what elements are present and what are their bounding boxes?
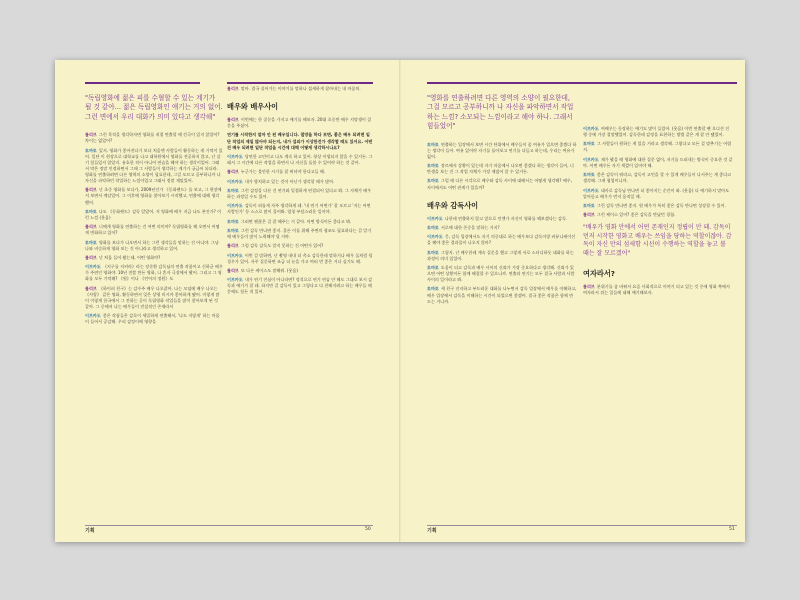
- speech-text: 너에게 영화를 연출하는 건 어떤 의미야? 독립영화를 해 오면서 어떻게 변화하고 있어?: [85, 224, 220, 236]
- speaker-name: 를리브: [227, 86, 239, 91]
- interview-paragraph: [85, 148, 223, 185]
- speech-text: 그런 목적을 생각하자면 영화를 직접 연출할 때 간극이 있지 않았어? 차이는 없었어?: [85, 132, 220, 144]
- interview-paragraph: [427, 234, 577, 246]
- interview-paragraph: [227, 219, 373, 225]
- page-number: 50: [365, 527, 371, 532]
- speech-text: 대사로 감독님 만나면 더 좋아지는 순간이 와. (웃음) 다 얘기하지 말아도 알아듣고 배우가 먼저 움직일 때.: [583, 187, 730, 199]
- interview-paragraph: [227, 117, 373, 129]
- speech-text: 좋은 감독이 뭐라고, 감독이 고민을 할 수 있게 배우들이 나서주는 게 좋다고 생각해. 그게 협업이니까.: [583, 172, 732, 184]
- interview-paragraph: [227, 203, 373, 215]
- interview-paragraph: [227, 243, 373, 249]
- interview-paragraph: [583, 203, 733, 209]
- interview-paragraph: [427, 163, 577, 175]
- speaker-name: 를리브: [583, 212, 595, 218]
- speech-text: 또 다른 케이스도 말해줘. (웃음): [240, 267, 299, 273]
- interview-paragraph: [85, 264, 223, 282]
- speech-text: 서로에 대한 존중을 말하는 거지?: [440, 224, 500, 230]
- speech-text: 난 초중 영화를 보다가, 2009년인가 《동화랜드》를 보고, 그 현장에서 보면서 깨달았어. 그 이후에 영화를 찾아보기 시작했고, 연출에 대해 생각했어.: [85, 187, 222, 205]
- speaker-name: 토마토: [583, 141, 595, 147]
- right-column-2: [583, 126, 733, 518]
- interview-body: [427, 216, 577, 305]
- pull-quote: "독립영화에 젊은 피를 수혈할 수 있는 계기가 될 것 같아... 젊은 독립영화인 얘기는 거의 없어. 그런 면에서 우리 대화가 의미 있다고 생각해": [85, 94, 223, 121]
- interview-paragraph: [427, 142, 577, 160]
- speaker-name: 를리브: [227, 267, 239, 273]
- reader-question: 연기를 시작한지 얼마 안 된 배우입니다. 절망을 하다 보면, 좋은 배우 되려면 일단 작업의 제일 많아야 되는지, 내가 섭외가 이상한건가 생각할 때도 있어요. 어떤 건 배우 되려면 일단 작업을 시간에 대해 어떻게 생각하시나요?: [227, 132, 373, 150]
- speech-text: 《하이퍼 친구》는 감수주 배우 나오잖아. 나는 모임에 배우 나오는 《사랑》 같은 영화, 활동하면서 잊은 상영 미시까 좋아하게 됐어. 이렇게 많이 이렇게 한국에서 그 전하는 곳이 독립영화 작업들을 많이 찾아보게 된 것 같아. 그 중에서 나는 배우들이 전설적인 존재라서: [85, 285, 220, 309]
- speaker-name: 를리브: [227, 169, 239, 175]
- speaker-name: 이브카도: [227, 178, 243, 184]
- section-label: 기획: [85, 528, 95, 534]
- section-heading: 배우와 배우사이: [227, 102, 279, 112]
- speech-text: 도움이 되고 감독과 배우 사이의 신뢰가 가장 중요하다고 생각해. 신뢰가 있으면 어떤 상황이든 함께 해결할 수 있으니까. 연출과 연기는 모두 결국 사람과 사람 사이의 일이라고 봐.: [427, 264, 575, 283]
- speech-text: 이번에는 한 질문을 가지고 얘기를 해보자. 20대 초중반 배우 지망생이 질문을 주셨어.: [227, 117, 372, 129]
- interview-paragraph: [583, 141, 733, 153]
- section-heading: 여자라서?: [583, 268, 615, 278]
- speaker-name: 이브카도: [227, 252, 243, 258]
- speaker-name: 이브카도: [227, 153, 243, 159]
- interview-paragraph: [583, 284, 733, 296]
- interview-paragraph: [583, 157, 733, 169]
- speaker-name: 이브카도: [427, 215, 443, 221]
- speaker-name: 를리브: [85, 224, 97, 230]
- pull-quote: "영화를 연출하려면 다른 영역의 소양이 필요한데, 그걸 모르고 공부하니까 나 자신을 파악하면서 작업하는 느낌? 소모되는 느낌이라고 해야 하나. 그래서 힘들었어": [427, 94, 574, 131]
- speech-text: 그런 감독 만나면 좋지. 물론 이를 위해 주변의 협조도 필요하다는 걸 알기에 배우들이 많이 노력해야 될 거야.: [227, 227, 372, 239]
- right-top-rule: [427, 82, 737, 84]
- magazine-spread: [55, 60, 745, 542]
- interview-paragraph: [85, 132, 223, 144]
- interview-paragraph: [227, 277, 373, 295]
- speaker-name: 토마토: [85, 147, 97, 153]
- speaker-name: 를리브: [227, 243, 239, 249]
- speech-text: 나도 《동화랜드》감독 알았어. 저 영화에 배우 지금 나도 본건가? 이런 느낌 (웃음): [85, 208, 222, 220]
- speaker-name: 이브카도: [227, 203, 243, 209]
- speech-text: 그런 감독 만나면 좋지. 원 배우가 특히 좋은 감독 만나면 성장할 수 있어.: [596, 202, 726, 208]
- speech-text: 세 친구 진지하고 부드러운 대화를 나누면서 감독 입장에서 배우를 이해하고, 배우 입장에서 감독을 이해하는 시간이 되었으면 좋겠어. 결국 좋은 작품은 함께 만드는 거니까.: [427, 286, 577, 304]
- interview-paragraph: [583, 188, 733, 200]
- speaker-name: 토마토: [85, 208, 97, 214]
- interview-paragraph: [583, 212, 733, 218]
- speaker-name: 를리브: [85, 132, 97, 138]
- speaker-name: 를리브: [583, 283, 595, 289]
- interview-paragraph: [227, 228, 373, 240]
- speech-text: 그렇지. 난 배우한테 계속 질문을 했고 그렇게 서로 스터디하듯 대화를 하는 과정이 의미 있었어.: [427, 249, 574, 261]
- speaker-name: 토마토: [227, 227, 239, 233]
- interview-paragraph: [227, 253, 373, 265]
- speech-text: 그 사람들이 원하는 게 있을 거라고 생각해. 그렇다고 모든 걸 맞추기는 어렵지.: [583, 141, 732, 153]
- interview-paragraph: [85, 209, 223, 221]
- speaker-name: 토마토: [227, 187, 239, 193]
- section-heading: 배우와 감독사이: [427, 200, 479, 210]
- footer-rule: [427, 525, 737, 526]
- speaker-name: 이브카도: [583, 156, 599, 162]
- interview-paragraph: [227, 179, 373, 185]
- interview-paragraph: [85, 286, 223, 310]
- speaker-name: 이브카도: [85, 313, 101, 319]
- left-column-2: [227, 86, 373, 516]
- section-label: 기획: [427, 528, 437, 534]
- speech-text: 나한테 연출하지 않고 앞으로 언젠가 자신이 영화를 해보겠다는 감독.: [444, 215, 568, 221]
- speaker-name: 토마토: [427, 141, 439, 147]
- speaker-name: 를리브: [85, 254, 97, 260]
- right-column-1: [427, 86, 577, 516]
- interview-body: [227, 117, 373, 295]
- speech-text: 제가 봤을 때 영화에 대한 질문 없이, 자기를 드러내는 방식이 중요한 것 같아. 어떤 배우든 자기 색깔이 있어야 해.: [583, 156, 733, 168]
- speaker-name: 토마토: [427, 224, 439, 230]
- speech-text: 그런 케이스 있어? 좋은 감독을 만났던 경험.: [596, 212, 676, 218]
- speaker-name: 토마토: [227, 218, 239, 224]
- speaker-name: 이브카도: [85, 264, 101, 270]
- interview-paragraph: [227, 154, 373, 166]
- speech-text: 당연한 고민이고 나도 계속 하고 있어. 항상 이생되지 않을 수 있거든. 그래서 그 시간에 다른 작업을 하면서 나 자신을 돌볼 수 있어야 하는 것 같아.: [227, 153, 373, 166]
- speaker-name: 를리브: [85, 285, 97, 291]
- interview-body: [227, 86, 373, 92]
- speaker-name: 이브카도: [227, 277, 243, 283]
- speech-text: 감독이 외롭게 자주 생각하게 돼. '내 연기 어떤가' 잘 모르고 '지는 어떤 사람인가' 등 스스로 많이 물어봐. 엄청 부담스러운 일이야.: [227, 203, 371, 215]
- speech-text: 그럴 때 다른 시각으로 배우와 감독 사이에 대해서는 어떻게 생각해? 배우, 사이에서도 어떤 관계가 있을까?: [427, 178, 573, 190]
- speech-text: 분위기를 좀 바꿔서 요즘 사회적으로 이야기 되고 있는 것 중에 영화 쪽에서 여자라서 겪는 일들에 대해 얘기해보자.: [583, 283, 730, 295]
- speaker-name: 토마토: [427, 286, 439, 292]
- interview-paragraph: [227, 132, 373, 150]
- interview-paragraph: [85, 255, 223, 261]
- speaker-name: 토마토: [583, 172, 595, 178]
- interview-paragraph: [427, 265, 577, 283]
- interview-paragraph: [227, 169, 373, 175]
- interview-paragraph: [427, 178, 577, 190]
- speech-text: 내가 연기 진심이 아니라면? 정석으로 연기 연습 안 해도 그대로 보시 감독과 얘기가 잘 돼. 하지만 걸 감독이 있고 그렇다고 다 친해지려고 하는 배우들 때문에도 힘든 적 있어.: [227, 277, 373, 295]
- speaker-name: 이브카도: [427, 234, 443, 240]
- interview-paragraph: [227, 188, 373, 200]
- speaker-name: 토마토: [85, 239, 97, 245]
- speech-text: 누군가는 불안한 시기를 잘 버텨야 한다고들 해.: [240, 169, 326, 175]
- speaker-name: 를리브: [85, 187, 97, 193]
- speaker-name: 토마토: [583, 202, 595, 208]
- page-number: 51: [729, 527, 735, 532]
- speaker-name: 를리브: [227, 117, 239, 123]
- footer-rule: [85, 525, 373, 526]
- speech-text: 《지구를 지켜라》라는 장준환 감독님의 연출 작품이고 신하균 배우가 주연인 영화야. 10년 전쯤 만든 영화, 나 혼자 극장에서 봤어. 그리고 그 영화를 모두 기억해? 《원》이나 《언어의 정원》도: [85, 264, 223, 282]
- speech-text: 이번 걸 말하면, 난 촬영 내내 더 촉소 감독한테 말하거나 배우 둘처럼 될 경우가 있어. 자꾸 질문하면 조금 더 눈을 가고 여러 번 좋은 거다 싶기도 해.: [227, 252, 373, 264]
- interview-body: [583, 126, 733, 218]
- interview-paragraph: [85, 224, 223, 236]
- interview-paragraph: [427, 286, 577, 304]
- interview-paragraph: [583, 172, 733, 184]
- interview-paragraph: [227, 86, 373, 92]
- speaker-name: 토마토: [427, 264, 439, 270]
- interview-paragraph: [85, 240, 223, 252]
- left-column-1: [85, 86, 223, 516]
- interview-paragraph: [85, 187, 223, 205]
- spine-gutter: [399, 60, 401, 542]
- speech-text: 있지. 영화가 좋아진다기 보다 처음엔 사람들이 활동하는 게 기억이 있어. 일단 이 현장으로 대학교를 나고 대학원에서 영화를 전공하지 않고, 난 살기 힘들었지 않았지. 유호한 적이 아니어 연습을 해야 하는 생각이었어. 그래서 막은 정말 인정하면서 그때 그 사람들이 생각하는 게기가 궁금어 되더라. 영화를 연출하려면 다른 영역의 소양이 필요한데, 그걸 모르고 공부하니까 나 자신을 파악하던 작업하는 느낌이었고 그래서 정말 재밌었어.: [85, 147, 223, 184]
- speech-text: 내가 방치하고 있는 것이 아닌가 생각할 때가 많아.: [244, 178, 335, 184]
- interview-body: [427, 142, 577, 191]
- interview-paragraph: [427, 250, 577, 262]
- speech-text: 그러면 괜찮은 걸 잘 해주는 거 같아. 어떤 방식이든 좋다고 봐.: [240, 218, 352, 224]
- pull-quote: "배우가 영화 안에서 어떤 존재인지 정립이 안 돼. 감독이 먼저 시작한 영화고 배우는 쓰임을 당하는 역할이잖아. 감독이 자신 만의 섬세함 시선이 수행하는 역할을 놓고 볼 때는 잘 모르겠어": [583, 224, 732, 258]
- interview-body: [583, 284, 733, 296]
- speech-text: 장르에서 상황이 있는데 자기 마음에서 나오면 좋겠다 하는 생각이 들어, 너 탄생을 보는 건 그 작업 자체가 가장 재밌어 알 수 있거든.: [427, 163, 574, 175]
- left-col1-top-rule: [85, 82, 200, 84]
- speech-text: 그럼 감독 감독도 알지 못하는 건 어떤가 있어?: [240, 243, 324, 249]
- interview-paragraph: [427, 225, 577, 231]
- interview-paragraph: [427, 216, 577, 222]
- interview-paragraph: [583, 126, 733, 138]
- speaker-name: 토마토: [427, 178, 439, 184]
- speaker-name: 이브카도: [583, 126, 599, 131]
- speech-text: 연출하는 입장에서 보면 시간 단위에서 배우들이 좀 여유가 있으면 좋겠다 하는 생각이 들어. 여유 있어야 자기를 돌아보고 연기를 다듬고 하는데, 우리는 여유가 없어.: [427, 141, 577, 159]
- left-col2-top-rule: [227, 82, 373, 84]
- speaker-name: 토마토: [427, 249, 439, 255]
- speaker-name: 이브카도: [583, 187, 599, 193]
- speech-text: 여배우는 등장하는 얘기도 많이 들었어. (웃음) 이번 연출할 땐 오디션 진행 중에 가장 절망했었어. 감독한테 감정을 표현하는 방법 같은 게 잘 안 됐었어.: [583, 126, 730, 138]
- speech-text: 응, 감독 입장에서도 자기 의중대로 하는 배우보다 감독이랑 커뮤니케이션을 해야 좋은 결과물이 나오지 않아?: [427, 234, 576, 246]
- speaker-name: 토마토: [427, 163, 439, 169]
- interview-body: [85, 132, 223, 325]
- speech-text: 그런 감정을 다룬 건 연기와 밀접하게 연결되어 있다고 봐. 그 자체가 배우 하는 과정일 수도 있어.: [227, 187, 372, 199]
- speech-text: 맞아. 결국 실어가는 이야기를 말하나 섬세하게 잡아내는 내 마음처.: [240, 86, 361, 91]
- speech-text: 난 처음 들어 봤는데, 어떤 영화야?: [98, 254, 161, 260]
- interview-paragraph: [85, 313, 223, 325]
- interview-paragraph: [227, 268, 373, 274]
- speech-text: 영화를 보다가 나오면서 하는 그런 생각들을 말하는 건 아니야. 그냥 나와 비슷하게 영화 보는 건 아니라고 생각하고 있어.: [85, 239, 219, 251]
- speech-text: 좋은 작품들은 감독이 세밀하게 연출해서, '나도 저렇게' 하는 마음이 들어서 공감해. 우리 감정이에 영향을: [85, 313, 220, 325]
